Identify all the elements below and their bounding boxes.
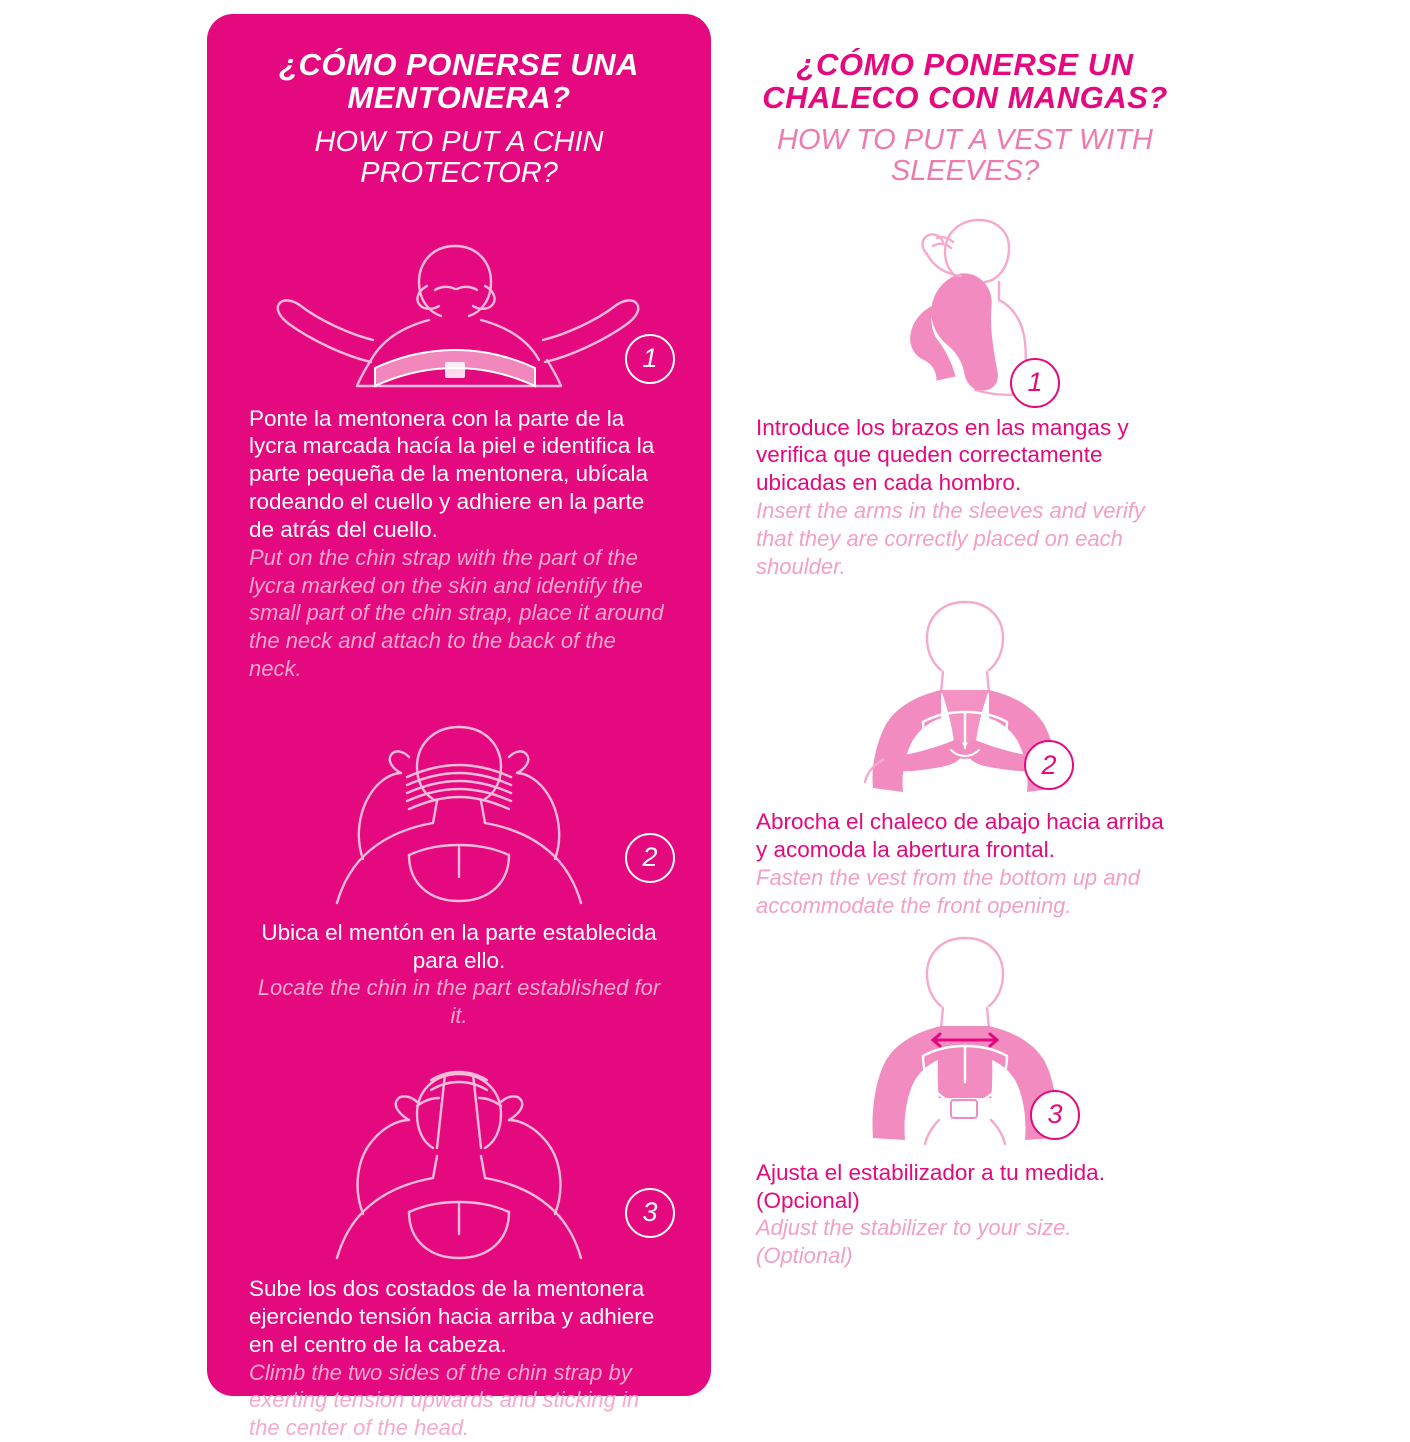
right-step-2-text-spanish: Abrocha el chaleco de abajo hacia arriba y acomoda la abertura frontal.: [756, 809, 1164, 863]
left-title-spanish: ¿CÓMO PONERSE UNA MENTONERA?: [279, 47, 639, 116]
left-step-3-text-english: Climb the two sides of the chin strap by exerting tension upwards and sticking in the center of the head.: [249, 1359, 640, 1440]
right-step-3-badge: 3: [1030, 1090, 1080, 1140]
right-step-1-text-spanish: Introduce los brazos en las mangas y verifica que queden correctamente ubicadas en cada hombro.: [756, 414, 1129, 496]
right-step-1-badge: 1: [1010, 358, 1060, 408]
right-title-english: HOW TO PUT A VEST WITH SLEEVES?: [777, 123, 1153, 188]
left-title-english: HOW TO PUT A CHIN PROTECTOR?: [314, 125, 604, 190]
panel-vest-with-sleeves: [730, 14, 1200, 1396]
right-step-2: [744, 594, 1186, 919]
left-step-3-illustration: [249, 1056, 669, 1261]
right-step-1: [744, 210, 1186, 581]
left-step-2-badge: 2: [625, 833, 675, 883]
left-step-2-text: [249, 919, 669, 1030]
right-step-3: [744, 930, 1186, 1270]
right-step-1-text: [744, 414, 1186, 581]
right-step-2-text: [744, 808, 1186, 919]
left-step-1-text: [249, 405, 669, 683]
right-step-2-illustration: [744, 594, 1186, 794]
left-step-3-text: [249, 1275, 669, 1442]
right-step-2-badge: 2: [1024, 740, 1074, 790]
left-step-3-text-spanish: Sube los dos costados de la mentonera ejerciendo tensión hacia arriba y adhiere en el centro de la cabeza.: [249, 1275, 655, 1357]
left-step-3-badge: 3: [625, 1188, 675, 1238]
left-step-1-text-english: Put on the chin strap with the part of the lycra marked on the skin and identify the small part of the chin strap, place it around the neck and attach to the back of the neck.: [249, 545, 664, 681]
left-step-2-text-english: Locate the chin in the part established for it.: [257, 975, 661, 1029]
right-step-2-text-english: Fasten the vest from the bottom up and accommodate the front opening.: [756, 865, 1140, 918]
left-step-3: [249, 1056, 669, 1442]
right-step-3-text: [744, 1159, 1186, 1270]
left-step-2: [249, 705, 669, 1030]
left-step-2-illustration: [249, 705, 669, 905]
left-step-1-text-spanish: Ponte la mentonera con la parte de la lycra marcada hacía la piel e identifica la parte pequeña de la mentonera, ubícala rodeando el cuello y adhiere en la parte de atrás del cuello.: [249, 405, 655, 543]
left-step-1-illustration: [249, 216, 669, 391]
left-step-1: [249, 216, 669, 683]
right-step-3-illustration: [744, 930, 1186, 1145]
left-step-2-text-spanish: Ubica el mentón en la parte establecida para ello.: [261, 919, 657, 973]
right-step-3-text-spanish: Ajusta el estabilizador a tu medida. (Opcional): [756, 1159, 1105, 1213]
right-title-spanish: ¿CÓMO PONERSE UN CHALECO CON MANGAS?: [762, 47, 1168, 116]
right-step-3-text-english: Adjust the stabilizer to your size. (Optional): [756, 1215, 1072, 1269]
left-step-1-badge: 1: [625, 334, 675, 384]
right-step-1-illustration: [744, 210, 1186, 400]
panel-chin-protector: [207, 14, 711, 1440]
right-step-1-text-english: Insert the arms in the sleeves and verify that they are correctly placed on each shoulder.: [756, 498, 1145, 579]
